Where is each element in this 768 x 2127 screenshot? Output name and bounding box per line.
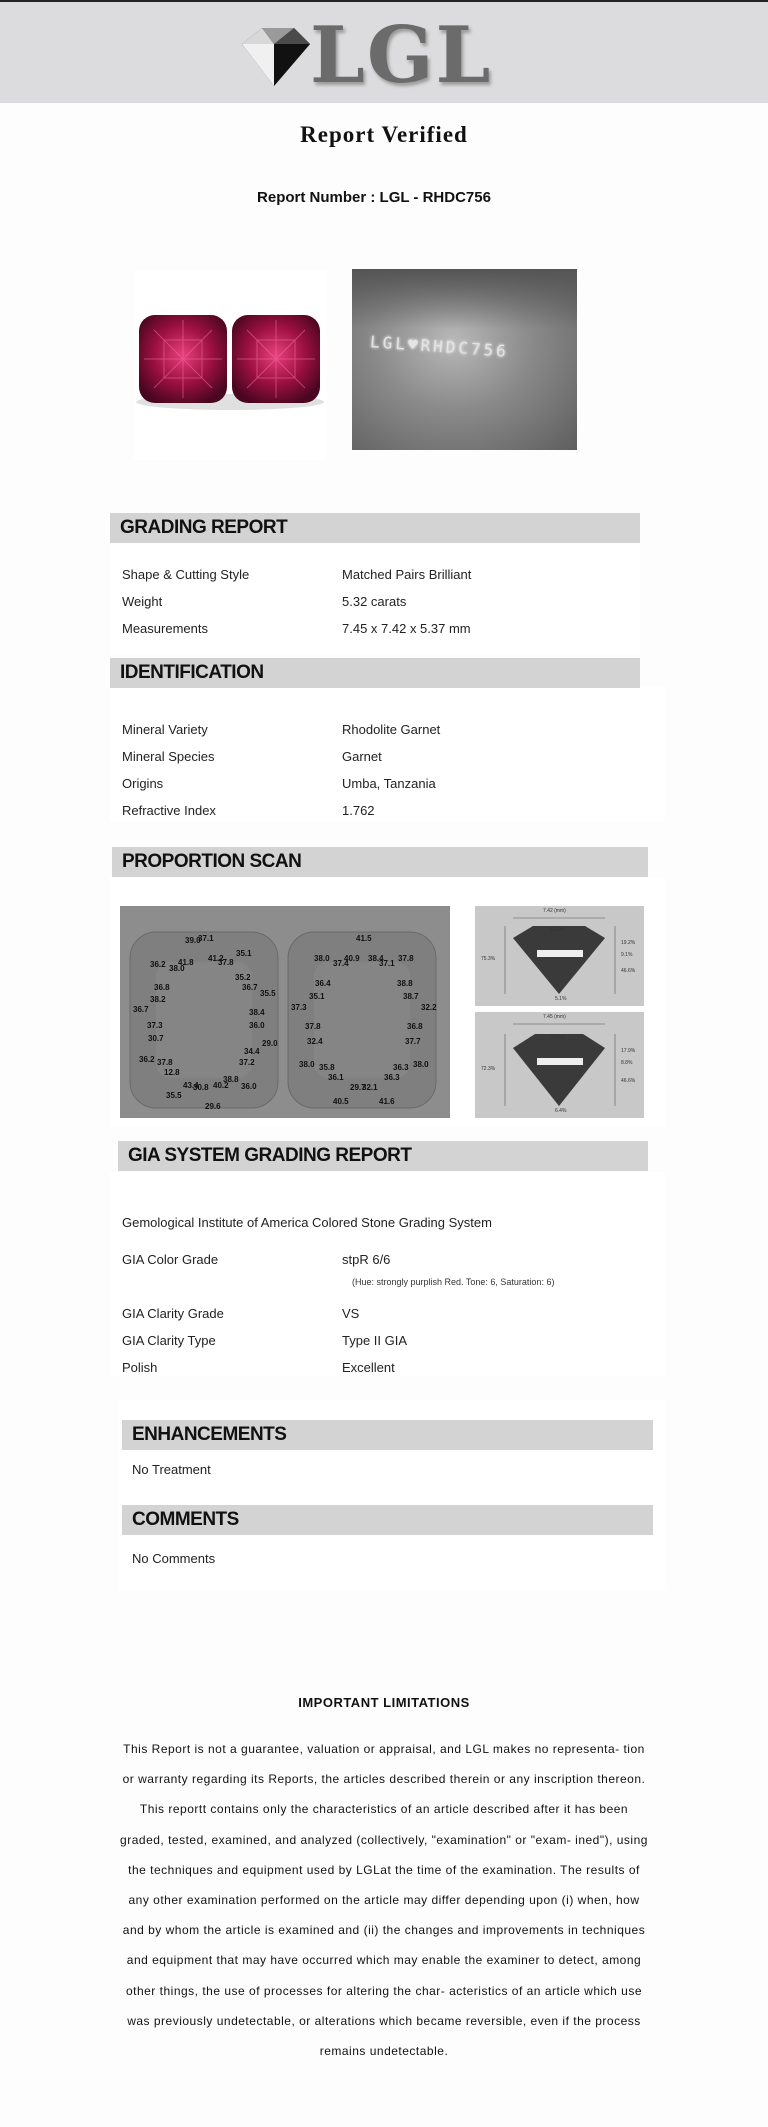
- scan-reading: 43.4: [183, 1081, 199, 1090]
- gem-pair-image: [134, 270, 326, 460]
- scan-reading: 29.6: [205, 1102, 221, 1111]
- scan-reading: 34.4: [244, 1047, 260, 1056]
- row-label: Measurements: [122, 621, 208, 636]
- thumb-width-label: 7.45 (mm): [543, 1014, 566, 1020]
- gia-heading: GIA SYSTEM GRADING REPORT: [118, 1141, 648, 1171]
- row-value: Garnet: [342, 749, 382, 764]
- thumb-table-label: 59.5%: [551, 1035, 566, 1041]
- thumb-right-label: 9.1%: [621, 952, 633, 958]
- scan-reading: 37.8: [157, 1058, 173, 1067]
- thumb-right-label: 19.2%: [621, 940, 636, 946]
- row-label: Origins: [122, 776, 164, 791]
- inscription-photo: [352, 269, 577, 450]
- scan-outline: [120, 906, 450, 1118]
- scan-reading: 36.0: [241, 1082, 257, 1091]
- scan-reading: 32.1: [362, 1083, 378, 1092]
- scan-reading: 38.2: [150, 995, 166, 1004]
- scan-reading: 41.2: [208, 954, 224, 963]
- row-label: Refractive Index: [122, 803, 216, 818]
- scan-reading: 40.5: [333, 1097, 349, 1106]
- comments-text: No Comments: [132, 1551, 216, 1566]
- thumb-width-label: 7.42 (mm): [543, 908, 566, 914]
- grading-report-heading: GRADING REPORT: [110, 513, 640, 543]
- row-label: Shape & Cutting Style: [122, 567, 250, 582]
- scan-reading: 30.8: [193, 1083, 209, 1092]
- limitations-heading: IMPORTANT LIMITATIONS: [298, 1695, 470, 1710]
- thumb-bottom-label: 5.1%: [555, 996, 567, 1002]
- row-label: Mineral Variety: [122, 722, 208, 737]
- scan-reading: 37.8: [305, 1022, 321, 1031]
- row-label: Weight: [122, 594, 163, 609]
- thumb-left-label: 72.3%: [481, 1066, 496, 1072]
- gem-pair-photo: [134, 270, 326, 460]
- row-value: Type II GIA: [342, 1333, 408, 1348]
- scan-reading: 41.6: [379, 1097, 395, 1106]
- scan-reading: 29.0: [262, 1039, 278, 1048]
- scan-reading: 38.8: [397, 979, 413, 988]
- scan-reading: 39.0: [185, 936, 201, 945]
- scan-reading: 35.1: [309, 992, 325, 1001]
- scan-reading: 32.4: [307, 1037, 323, 1046]
- scan-reading: 37.1: [379, 959, 395, 968]
- scan-reading: 37.7: [405, 1037, 421, 1046]
- scan-reading: 35.1: [236, 949, 252, 958]
- identification-heading: IDENTIFICATION: [110, 658, 640, 688]
- color-grade-note: (Hue: strongly purplish Red. Tone: 6, Saturation: 6): [352, 1277, 555, 1287]
- thumb-right-label: 8.8%: [621, 1060, 633, 1066]
- scan-reading: 40.2: [213, 1081, 229, 1090]
- row-label: Polish: [122, 1360, 158, 1375]
- scan-reading: 38.0: [413, 1060, 429, 1069]
- row-label: Mineral Species: [122, 749, 215, 764]
- scan-reading: 38.0: [299, 1060, 315, 1069]
- row-value: stpR 6/6: [342, 1252, 391, 1267]
- row-label: GIA Color Grade: [122, 1252, 219, 1267]
- scan-reading: 32.2: [421, 1003, 437, 1012]
- profile-thumb-top: [475, 906, 644, 1006]
- scan-reading: 38.8: [223, 1075, 239, 1084]
- scan-reading: 30.7: [148, 1034, 164, 1043]
- scan-reading: 29.7: [350, 1083, 366, 1092]
- gia-subtitle: Gemological Institute of America Colored Stone Grading System: [122, 1215, 492, 1230]
- thumb-bottom-label: 6.4%: [555, 1108, 567, 1114]
- profile-diagram-bottom: [475, 1012, 644, 1118]
- row-value: Rhodolite Garnet: [342, 722, 441, 737]
- proportion-scan-image: [120, 906, 450, 1118]
- scan-reading: 38.4: [368, 954, 384, 963]
- limitations-text: This Report is not a guarantee, valuation or appraisal, and LGL makes no representa- tion or warranty regarding its Reports, the articles described therein or any inscription thereon. This reportt contains only the characteristics of an article described after it has been graded, tested, examined, and analyzed (collectively, "examination" or "exam- ined"), using the techniques and equipment used by LGLat the time of the examination. The results of any other examination performed on the article may differ depending upon (i) when, how and by whom the article is examined and (ii) the changes and improvements in techniques and equipment that may have occurred which may enable the examiner to detect, among other things, the use of processes for altering the char- acteristics of an article which use was previously undetectable, or alterations which became reversible, even if the process remains undetectable.: [120, 1742, 648, 2059]
- scan-reading: 37.8: [218, 958, 234, 967]
- scan-reading: 36.2: [139, 1055, 155, 1064]
- scan-reading: 37.8: [398, 954, 414, 963]
- scan-reading: 37.1: [198, 934, 214, 943]
- scan-reading: 36.7: [242, 983, 258, 992]
- scan-reading: 37.4: [333, 959, 349, 968]
- row-value: 1.762: [342, 803, 375, 818]
- row-value: Umba, Tanzania: [342, 776, 436, 791]
- row-value: Excellent: [342, 1360, 395, 1375]
- scan-reading: 41.8: [178, 958, 194, 967]
- scan-reading: 37.3: [291, 1003, 307, 1012]
- thumb-left-label: 75.3%: [481, 956, 496, 962]
- scan-reading: 36.3: [384, 1073, 400, 1082]
- thumb-right-label: 46.6%: [621, 1078, 636, 1084]
- enhancements-text: No Treatment: [132, 1462, 211, 1477]
- profile-thumb-bottom: [475, 1012, 644, 1118]
- page-title: Report Verified: [300, 122, 468, 147]
- scan-reading: 12.8: [164, 1068, 180, 1077]
- profile-diagram-top: [475, 906, 644, 1006]
- scan-reading: 35.5: [260, 989, 276, 998]
- diamond-logo-icon: [234, 22, 314, 92]
- lgl-logo[interactable]: [232, 10, 493, 101]
- scan-reading: 38.0: [314, 954, 330, 963]
- scan-reading: 36.1: [328, 1073, 344, 1082]
- row-value: VS: [342, 1306, 360, 1321]
- thumb-table-label: 61.9%: [551, 927, 566, 933]
- row-label: GIA Clarity Grade: [122, 1306, 224, 1321]
- scan-reading: 35.8: [319, 1063, 335, 1072]
- scan-reading: 36.4: [315, 979, 331, 988]
- enhancements-heading: ENHANCEMENTS: [122, 1420, 653, 1450]
- row-value: Matched Pairs Brilliant: [342, 567, 472, 582]
- scan-reading: 36.7: [133, 1005, 149, 1014]
- scan-reading: 41.5: [356, 934, 372, 943]
- scan-reading: 36.2: [150, 960, 166, 969]
- scan-reading: 38.4: [249, 1008, 265, 1017]
- proportion-scan-heading: PROPORTION SCAN: [112, 847, 648, 877]
- scan-reading: 36.0: [249, 1021, 265, 1030]
- scan-reading: 37.3: [147, 1021, 163, 1030]
- scan-reading: 38.0: [169, 964, 185, 973]
- scan-reading: 35.2: [235, 973, 251, 982]
- scan-reading: 35.5: [166, 1091, 182, 1100]
- report-number: Report Number : LGL - RHDC756: [257, 189, 491, 206]
- header-banner: [0, 2, 768, 103]
- row-label: GIA Clarity Type: [122, 1333, 216, 1348]
- thumb-right-label: 17.9%: [621, 1048, 636, 1054]
- thumb-right-label: 46.6%: [621, 968, 636, 974]
- row-value: 7.45 x 7.42 x 5.37 mm: [342, 621, 471, 636]
- scan-reading: 36.3: [393, 1063, 409, 1072]
- comments-heading: COMMENTS: [122, 1505, 653, 1535]
- scan-reading: 38.7: [403, 992, 419, 1001]
- scan-reading: 36.8: [407, 1022, 423, 1031]
- scan-reading: 37.2: [239, 1058, 255, 1067]
- logo-text: LGL: [310, 10, 493, 101]
- scan-reading: 36.8: [154, 983, 170, 992]
- laser-inscription: LGL♥RHDC756: [369, 332, 510, 361]
- photo-shadow: [352, 269, 577, 329]
- scan-reading: 40.9: [344, 954, 360, 963]
- row-value: 5.32 carats: [342, 594, 407, 609]
